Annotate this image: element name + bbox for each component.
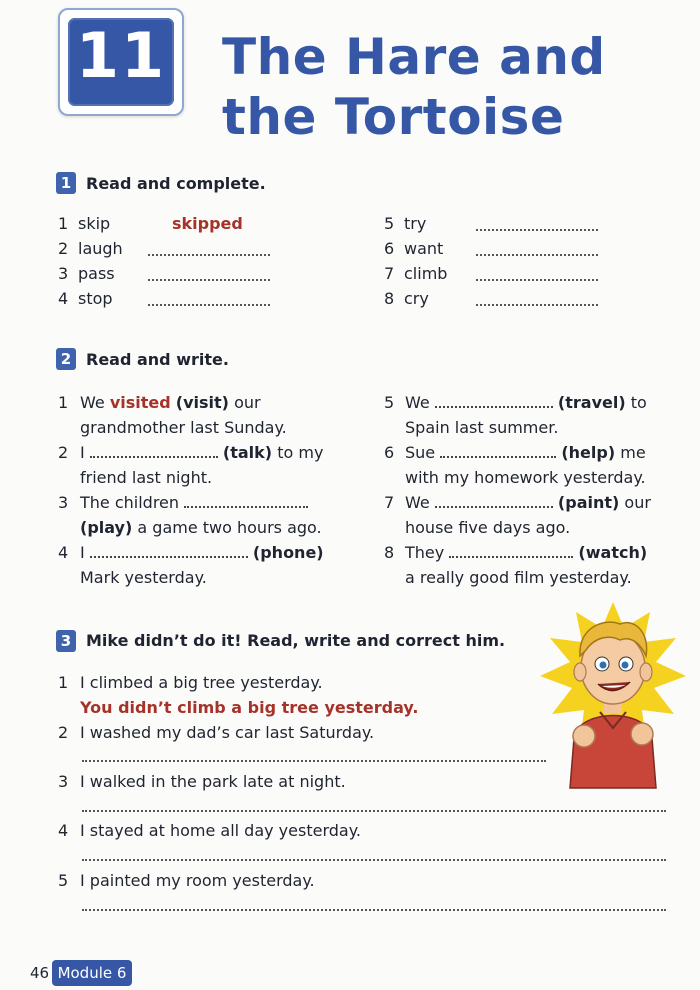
ex2-item-line2: (play) a game two hours ago. bbox=[80, 518, 322, 537]
ex2-item-line: We visited (visit) our bbox=[80, 393, 261, 412]
ex1-answer-blank[interactable] bbox=[476, 229, 598, 231]
ex2-item-line2: friend last night. bbox=[80, 468, 213, 487]
ex1-item-number: 2 bbox=[58, 239, 69, 258]
ex1-item-word: want bbox=[404, 239, 444, 258]
ex1-item-answer: skipped bbox=[172, 214, 243, 233]
ex3-item-number: 4 bbox=[58, 821, 69, 840]
page-number: 46 bbox=[30, 964, 50, 982]
module-label: Module 6 bbox=[52, 960, 132, 986]
exercise-3-instruction: Mike didn’t do it! Read, write and correct him. bbox=[86, 631, 506, 650]
ex2-item-number: 8 bbox=[384, 543, 395, 562]
ex3-answer-line[interactable] bbox=[82, 859, 666, 861]
mike-illustration bbox=[538, 598, 688, 798]
ex2-item-line: Sue (help) me bbox=[405, 443, 646, 462]
exercise-1-badge: 1 bbox=[56, 172, 76, 194]
ex1-item-number: 1 bbox=[58, 214, 69, 233]
ex3-item-statement: I washed my dad’s car last Saturday. bbox=[80, 723, 375, 742]
ex2-item-line: We (paint) our bbox=[405, 493, 651, 512]
ex3-answer-line[interactable] bbox=[82, 810, 666, 812]
ex2-example-answer: visited bbox=[109, 393, 171, 412]
ex2-item-number: 7 bbox=[384, 493, 395, 512]
ex1-answer-blank[interactable] bbox=[476, 279, 598, 281]
ex2-answer-blank[interactable] bbox=[440, 442, 556, 458]
ex2-item-number: 1 bbox=[58, 393, 69, 412]
exercise-2-badge: 2 bbox=[56, 348, 76, 370]
ex1-answer-blank[interactable] bbox=[148, 254, 270, 256]
ex2-answer-blank[interactable] bbox=[90, 442, 218, 458]
ex1-answer-blank[interactable] bbox=[476, 254, 598, 256]
ex3-item-statement: I climbed a big tree yesterday. bbox=[80, 673, 323, 692]
exercise-1-instruction: Read and complete. bbox=[86, 174, 266, 193]
ex3-example-answer: You didn’t climb a big tree yesterday. bbox=[80, 698, 419, 717]
ex1-item-number: 8 bbox=[384, 289, 395, 308]
ex2-answer-blank[interactable] bbox=[449, 542, 573, 558]
ex2-item-line: We (travel) to bbox=[405, 393, 647, 412]
ex2-item-number: 6 bbox=[384, 443, 395, 462]
ex1-item-word: stop bbox=[78, 289, 113, 308]
ex2-answer-blank[interactable] bbox=[435, 492, 553, 508]
page-title-line-2: the Tortoise bbox=[222, 88, 565, 146]
ex1-item-number: 4 bbox=[58, 289, 69, 308]
unit-number-badge bbox=[58, 8, 184, 116]
ex1-item-word: try bbox=[404, 214, 427, 233]
ex3-item-statement: I stayed at home all day yesterday. bbox=[80, 821, 361, 840]
page-title-line-1: The Hare and bbox=[222, 28, 606, 86]
ex3-answer-line[interactable] bbox=[82, 909, 666, 911]
ex2-answer-blank[interactable] bbox=[184, 492, 308, 508]
unit-number: 11 bbox=[75, 19, 167, 92]
ex3-item-statement: I walked in the park late at night. bbox=[80, 772, 346, 791]
ex2-answer-blank[interactable] bbox=[435, 392, 553, 408]
ex1-answer-blank[interactable] bbox=[476, 304, 598, 306]
ex2-item-line: The children bbox=[80, 491, 308, 515]
ex1-answer-blank[interactable] bbox=[148, 304, 270, 306]
ex3-item-number: 2 bbox=[58, 723, 69, 742]
ex1-item-number: 5 bbox=[384, 214, 395, 233]
ex3-answer-line[interactable] bbox=[82, 760, 546, 762]
ex2-answer-blank[interactable] bbox=[90, 542, 248, 558]
ex1-item-word: cry bbox=[404, 289, 429, 308]
ex2-item-line2: house five days ago. bbox=[405, 518, 571, 537]
ex2-item-line2: a really good film yesterday. bbox=[405, 568, 632, 587]
ex3-item-number: 5 bbox=[58, 871, 69, 890]
ex2-item-number: 4 bbox=[58, 543, 69, 562]
ex1-item-word: pass bbox=[78, 264, 115, 283]
ex2-item-line2: with my homework yesterday. bbox=[405, 468, 646, 487]
ex2-item-number: 3 bbox=[58, 493, 69, 512]
ex2-item-line2: Mark yesterday. bbox=[80, 568, 207, 587]
ex1-item-word: laugh bbox=[78, 239, 123, 258]
ex1-item-number: 6 bbox=[384, 239, 395, 258]
ex3-item-number: 3 bbox=[58, 772, 69, 791]
ex1-item-word: skip bbox=[78, 214, 111, 233]
ex1-item-number: 7 bbox=[384, 264, 395, 283]
exercise-2-instruction: Read and write. bbox=[86, 350, 229, 369]
ex3-item-number: 1 bbox=[58, 673, 69, 692]
ex1-answer-blank[interactable] bbox=[148, 279, 270, 281]
exercise-3-badge: 3 bbox=[56, 630, 76, 652]
ex2-item-line2: Spain last summer. bbox=[405, 418, 559, 437]
ex2-item-line2: grandmother last Sunday. bbox=[80, 418, 287, 437]
ex2-item-line: I (talk) to my bbox=[80, 443, 324, 462]
ex1-item-word: climb bbox=[404, 264, 448, 283]
ex3-item-statement: I painted my room yesterday. bbox=[80, 871, 315, 890]
ex2-item-number: 2 bbox=[58, 443, 69, 462]
ex1-item-number: 3 bbox=[58, 264, 69, 283]
ex2-item-line: They (watch) bbox=[405, 543, 648, 562]
ex2-item-line: I (phone) bbox=[80, 543, 324, 562]
ex2-item-number: 5 bbox=[384, 393, 395, 412]
